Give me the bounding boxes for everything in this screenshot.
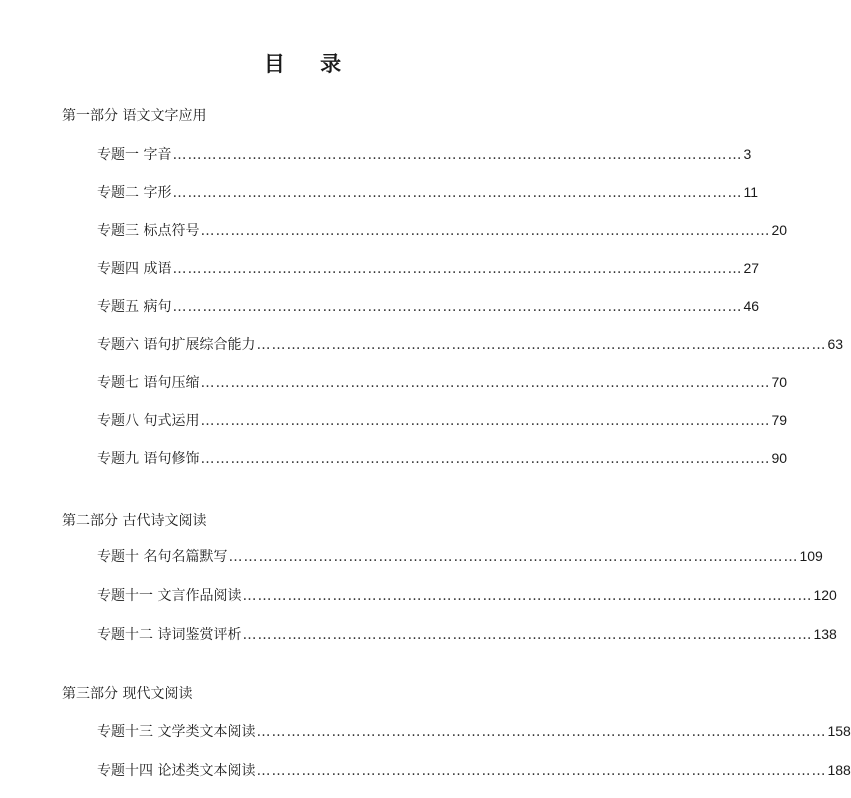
toc-entry[interactable] <box>97 624 837 644</box>
toc-entry-page: 63 <box>827 336 844 352</box>
dot-leader: …………………………………………………………………………………………………… <box>200 451 771 467</box>
dot-leader: …………………………………………………………………………………………………… <box>172 299 743 315</box>
toc-entry[interactable] <box>97 448 788 468</box>
toc-entry-page: 27 <box>743 260 760 276</box>
toc-entry-label: 专题十一 文言作品阅读 <box>97 588 242 604</box>
toc-entry[interactable] <box>97 334 844 354</box>
toc-entry-page: 138 <box>813 626 837 642</box>
toc-entry-label: 专题七 语句压缩 <box>97 375 200 391</box>
toc-entry[interactable] <box>97 546 823 566</box>
toc-entry-page: 158 <box>827 723 851 739</box>
toc-entry[interactable] <box>97 182 758 202</box>
toc-entry[interactable] <box>97 144 752 164</box>
dot-leader: …………………………………………………………………………………………………… <box>256 337 827 353</box>
toc-entry-page: 79 <box>771 412 788 428</box>
toc-entry-label: 专题八 句式运用 <box>97 413 200 429</box>
dot-leader: …………………………………………………………………………………………………… <box>200 375 771 391</box>
dot-leader: …………………………………………………………………………………………………… <box>228 549 799 565</box>
toc-entry[interactable] <box>97 410 788 430</box>
dot-leader: …………………………………………………………………………………………………… <box>242 627 813 643</box>
toc-entry-label: 专题六 语句扩展综合能力 <box>97 337 256 353</box>
dot-leader: …………………………………………………………………………………………………… <box>200 223 771 239</box>
toc-entry-page: 70 <box>771 374 788 390</box>
toc-entry-label: 专题十 名句名篇默写 <box>97 549 228 565</box>
toc-entry-label: 专题一 字音 <box>97 147 172 163</box>
dot-leader: …………………………………………………………………………………………………… <box>172 185 743 201</box>
toc-entry-label: 专题九 语句修饰 <box>97 451 200 467</box>
toc-entry[interactable] <box>97 585 837 605</box>
toc-entry-label: 专题十四 论述类文本阅读 <box>97 763 256 779</box>
toc-entry-page: 109 <box>799 548 823 564</box>
toc-entry[interactable] <box>97 721 851 741</box>
toc-entry-page: 3 <box>743 146 752 162</box>
toc-entry[interactable] <box>97 220 788 240</box>
dot-leader: …………………………………………………………………………………………………… <box>172 147 743 163</box>
toc-entry[interactable] <box>97 372 788 392</box>
toc-entry[interactable] <box>97 296 760 316</box>
toc-entry-label: 专题十二 诗词鉴赏评析 <box>97 627 242 643</box>
toc-entry-label: 专题四 成语 <box>97 261 172 277</box>
dot-leader: …………………………………………………………………………………………………… <box>172 261 743 277</box>
toc-entry-label: 专题三 标点符号 <box>97 223 200 239</box>
toc-entry-label: 专题十三 文学类文本阅读 <box>97 724 256 740</box>
toc-entry[interactable] <box>97 258 760 278</box>
toc-entry-page: 120 <box>813 587 837 603</box>
toc-entry-label: 专题二 字形 <box>97 185 172 201</box>
toc-entry-page: 90 <box>771 450 788 466</box>
toc-entry-page: 20 <box>771 222 788 238</box>
dot-leader: …………………………………………………………………………………………………… <box>256 763 827 779</box>
part-heading-2: 第二部分 古代诗文阅读 <box>62 513 207 529</box>
toc-entry[interactable] <box>97 760 851 780</box>
dot-leader: …………………………………………………………………………………………………… <box>242 588 813 604</box>
toc-entry-page: 46 <box>743 298 760 314</box>
toc-entry-page: 188 <box>827 762 851 778</box>
part-heading-1: 第一部分 语文文字应用 <box>62 108 207 124</box>
part-heading-3: 第三部分 现代文阅读 <box>62 686 193 702</box>
toc-entry-label: 专题五 病句 <box>97 299 172 315</box>
page-title: 目 录 <box>263 52 356 76</box>
dot-leader: …………………………………………………………………………………………………… <box>256 724 827 740</box>
toc-entry-page: 11 <box>743 184 758 200</box>
dot-leader: …………………………………………………………………………………………………… <box>200 413 771 429</box>
